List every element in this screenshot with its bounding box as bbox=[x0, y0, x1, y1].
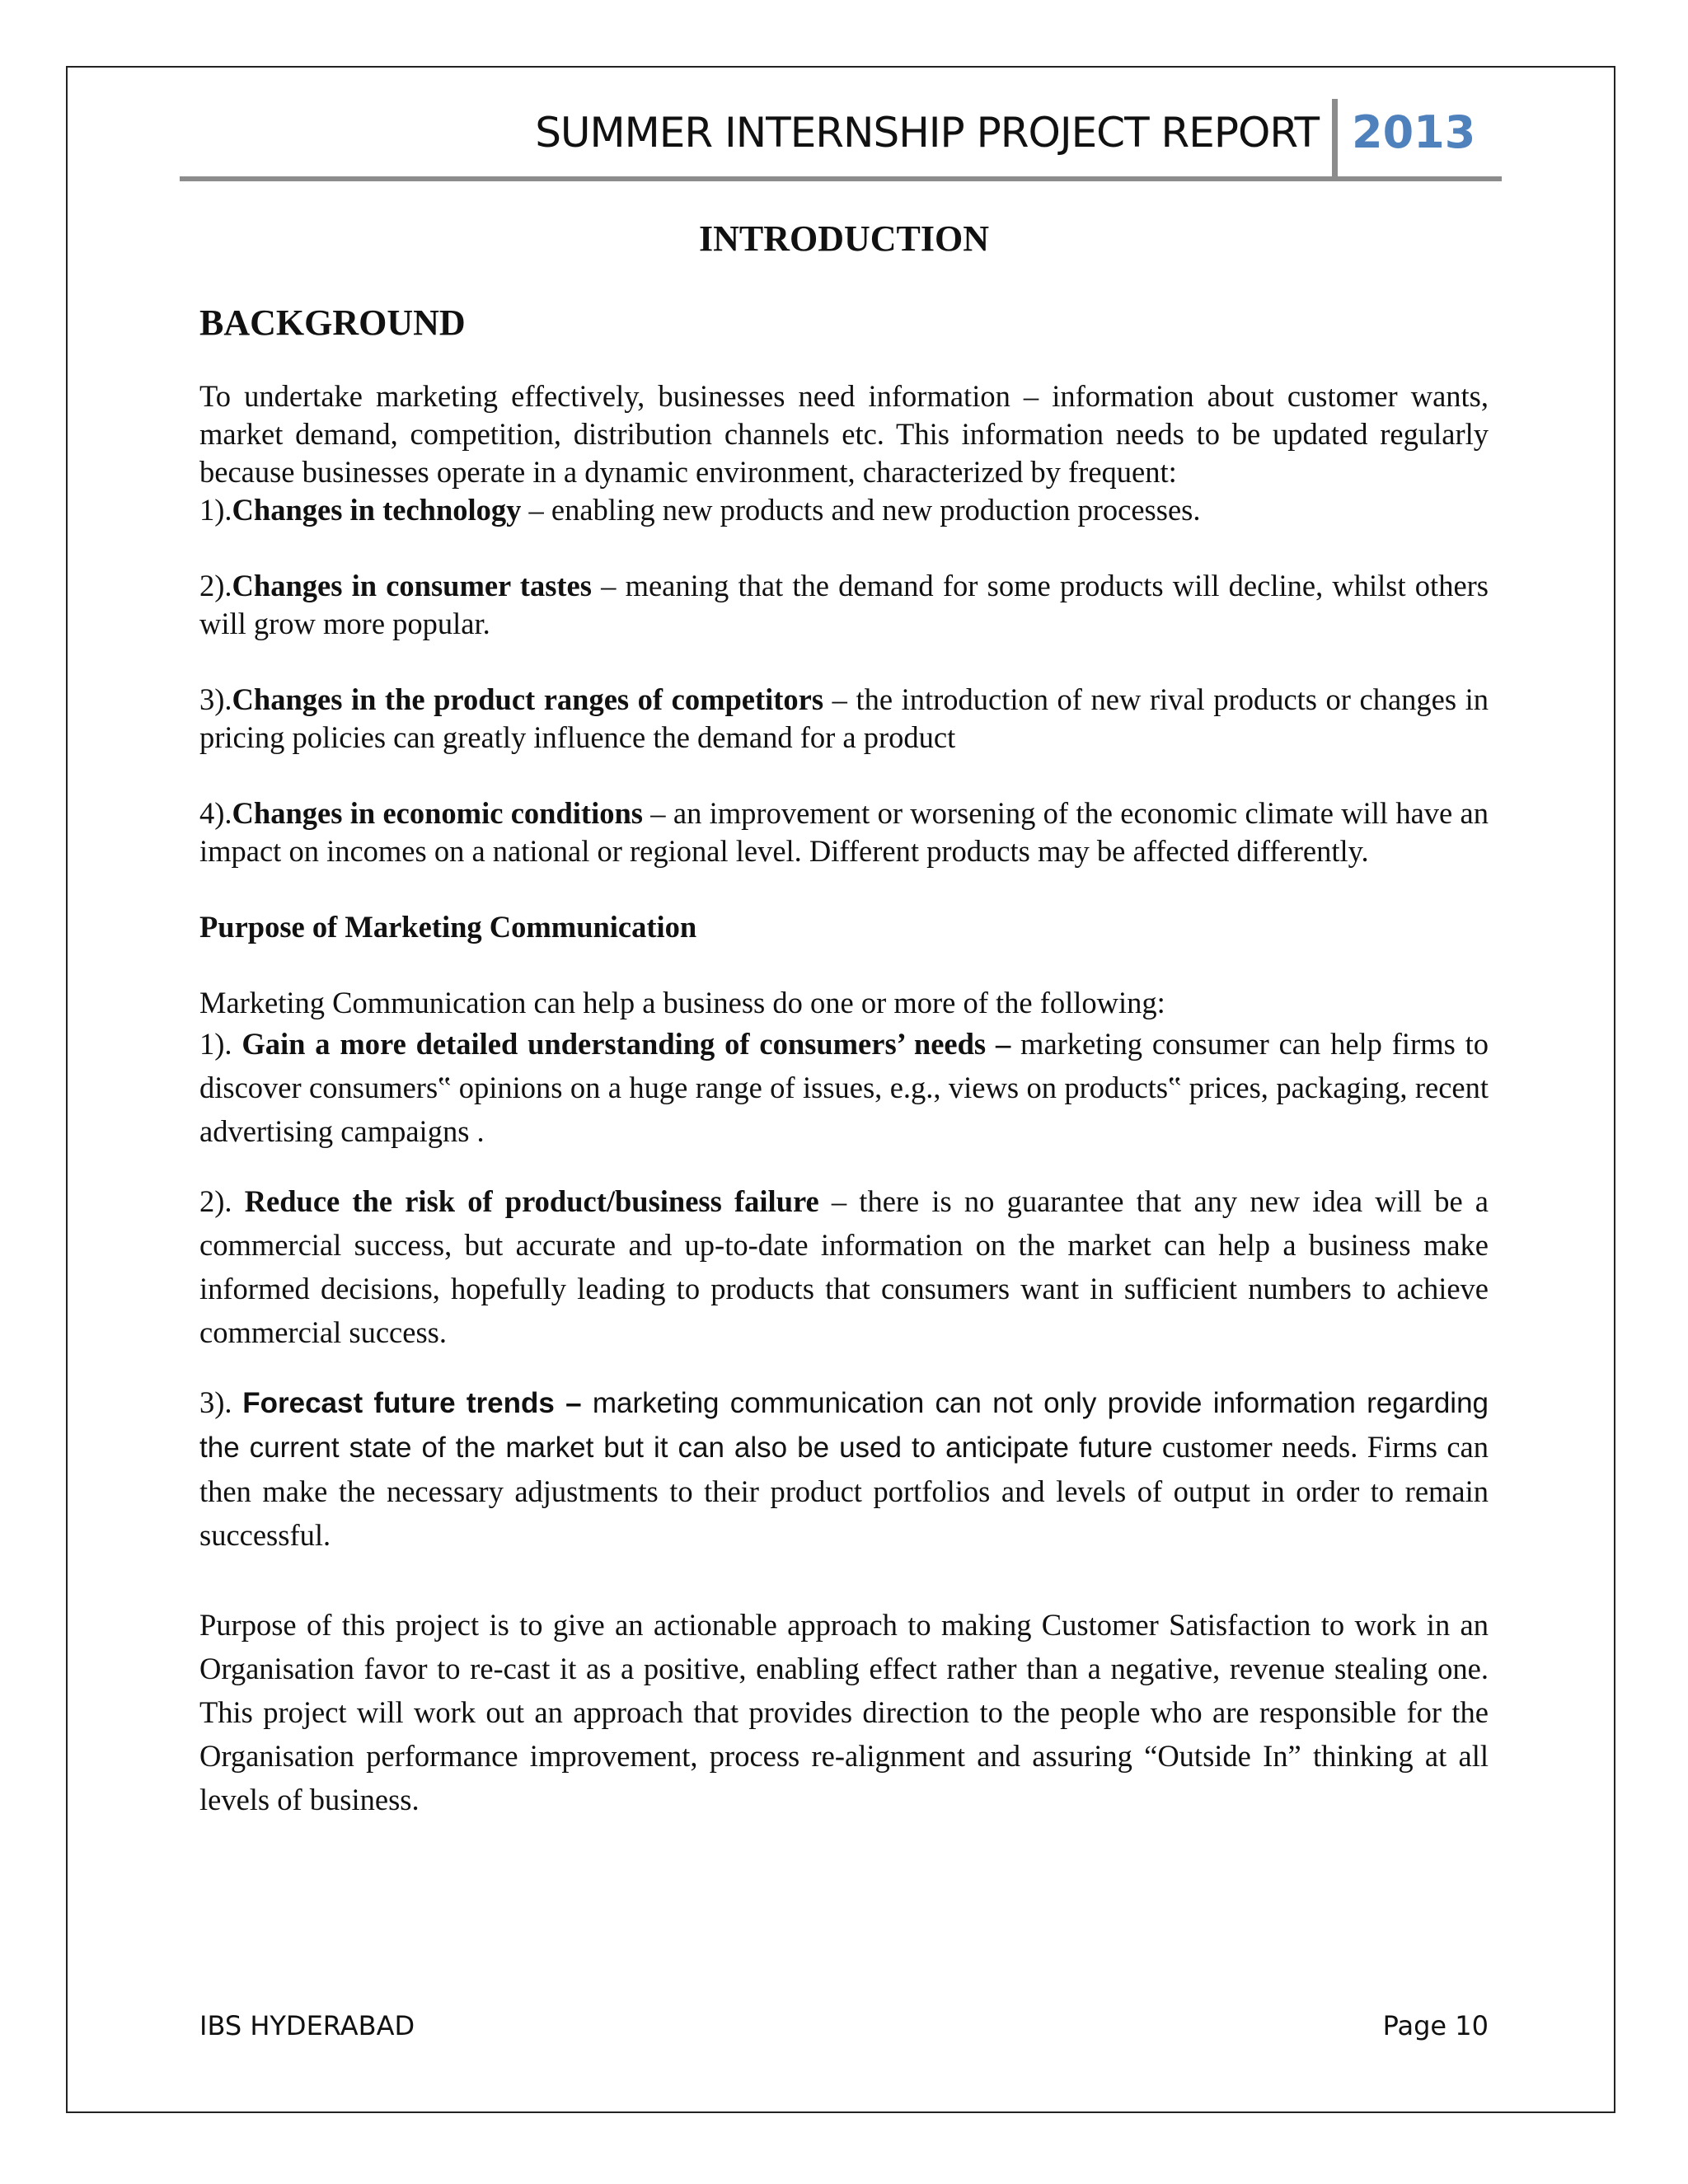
page-content bbox=[199, 216, 1489, 1821]
header-divider bbox=[1332, 99, 1338, 178]
closing-paragraph: Purpose of this project is to give an actionable approach to making Customer Satisfaction to work in an Organisation favor to re-cast it as a positive, enabling effect rather than a negative, revenue stealing one. This project will work out an approach that provides direction to the people who are responsible for the Organisation performance improvement, process re-alignment and assuring “Outside In” thinking at all levels of business. bbox=[199, 1608, 1489, 1816]
header-rule bbox=[180, 176, 1502, 181]
purpose-item-3: 3). Forecast future trends – marketing communication can not only provide information regarding the current state of the market but it can also be used to anticipate future customer needs. Firms can then make the necessary adjustments to their product portfolios and levels of output in order to remain successful. bbox=[199, 1385, 1489, 1552]
header-year: 2013 bbox=[1352, 106, 1476, 158]
section-title: INTRODUCTION bbox=[698, 218, 990, 259]
background-item-2: 2).Changes in consumer tastes – meaning that the demand for some products will decline, whilst others will grow more popular. bbox=[199, 569, 1489, 640]
background-item-4: 4).Changes in economic conditions – an improvement or worsening of the economic climate will have an impact on incomes on a national or regional level. Different products may be affected differently. bbox=[199, 796, 1489, 868]
purpose-intro: Marketing Communication can help a business do one or more of the following: bbox=[199, 986, 1165, 1019]
background-item-3: 3).Changes in the product ranges of competitors – the introduction of new rival products or changes in pricing policies can greatly influence the demand for a product bbox=[199, 682, 1489, 754]
purpose-item-2: 2). Reduce the risk of product/business failure – there is no guarantee that any new idea will be a commercial success, but accurate and up-to-date information on the market can help a business make informed decisions, hopefully leading to products that consumers want in sufficient numbers to achieve commercial success. bbox=[199, 1184, 1489, 1349]
purpose-item-1: 1). Gain a more detailed understanding of consumers’ needs – marketing consumer can help firms to discover consumers‟ opinions on a huge range of issues, e.g., views on products‟ prices, packaging, recent advertising campaigns . bbox=[199, 1027, 1489, 1148]
footer-institution: IBS HYDERABAD bbox=[199, 2010, 415, 2041]
footer-page-number: Page 10 bbox=[1382, 2010, 1489, 2041]
background-item-1: 1).Changes in technology – enabling new products and new production processes. bbox=[199, 493, 1201, 527]
background-intro: To undertake marketing effectively, businesses need information – information about customer wants, market demand, competition, distribution channels etc. This information needs to be updated regularly because businesses operate in a dynamic environment, characterized by frequent: bbox=[199, 379, 1489, 489]
page-header bbox=[180, 99, 1502, 181]
background-heading: BACKGROUND bbox=[199, 302, 466, 343]
purpose-heading: Purpose of Marketing Communication bbox=[199, 910, 697, 944]
header-title: SUMMER INTERNSHIP PROJECT REPORT bbox=[535, 109, 1319, 157]
